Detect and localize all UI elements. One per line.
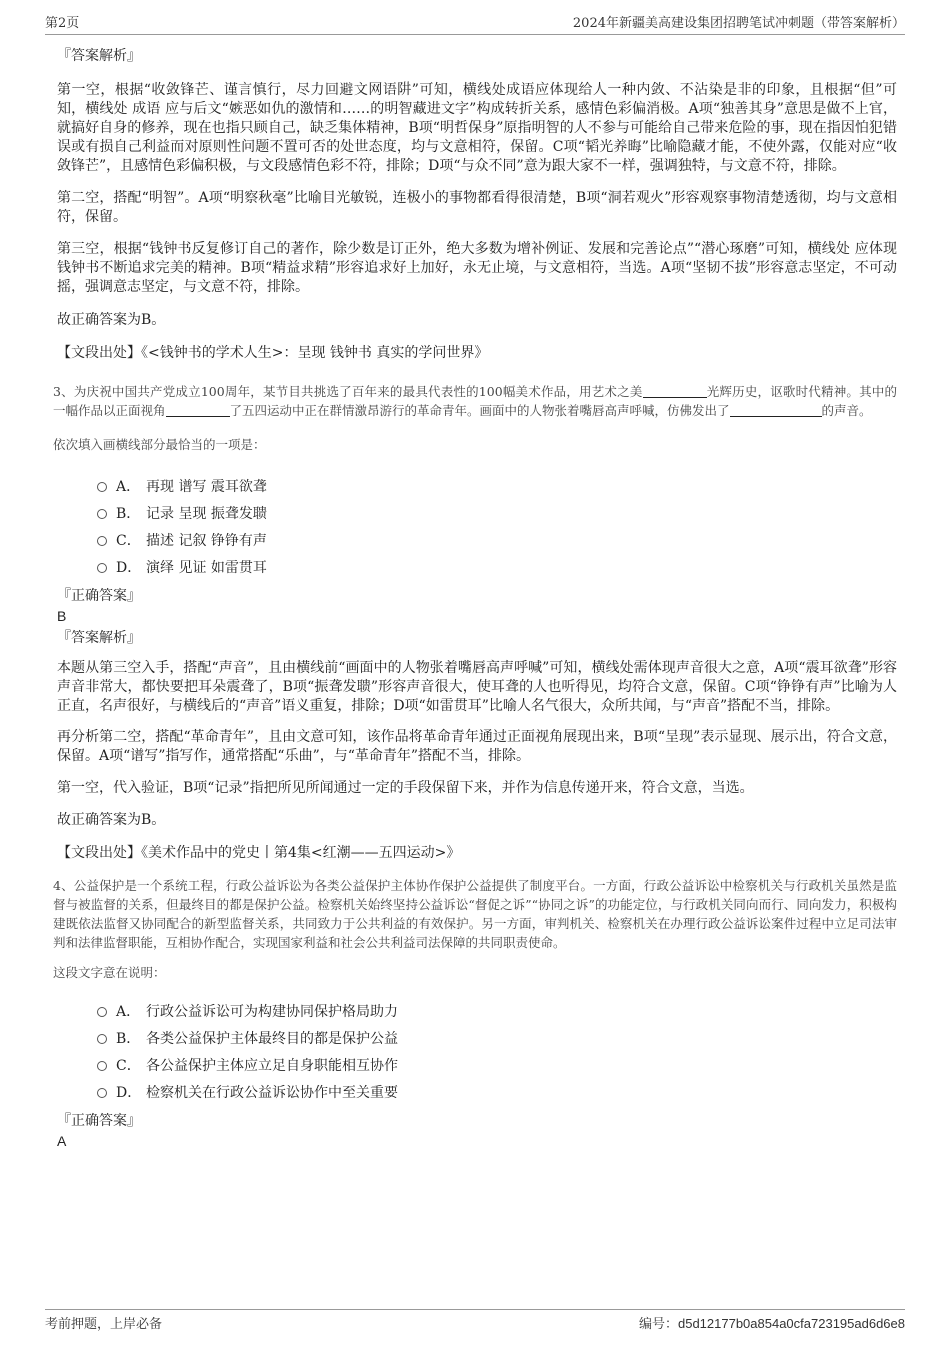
q3-analysis-paragraph-2: 再分析第二空，搭配“革命青年”，且由文意可知，该作品将革命青年通过正面视角展现出来，B项“呈现”表示显现、展示出，符合文意，保留。A项“谱写”指写作，通常搭配“乐曲”，与“革命青年”搭配不当，排除。 — [57, 729, 897, 764]
radio-icon[interactable] — [97, 1034, 107, 1044]
radio-icon[interactable] — [97, 509, 107, 519]
q3-options — [97, 473, 897, 581]
q3-option-d[interactable] — [97, 554, 897, 581]
q3-blank-2 — [166, 403, 230, 417]
footer-slogan: 考前押题，上岸必备 — [45, 1317, 163, 1332]
option-letter: A． — [116, 1003, 141, 1020]
radio-icon[interactable] — [97, 563, 107, 573]
q4-prompt: 这段文字意在说明： — [53, 965, 166, 980]
page-footer — [45, 1313, 905, 1333]
q4-option-d[interactable] — [97, 1079, 897, 1106]
q3-answer: B — [57, 608, 67, 624]
q3-source: 【文段出处】《美术作品中的党史丨第4集<红潮——五四运动>》 — [57, 845, 461, 861]
q3-option-c[interactable] — [97, 527, 897, 554]
option-text: 再现 谱写 震耳欲聋 — [146, 478, 267, 495]
option-letter: D． — [116, 559, 142, 576]
header-divider — [45, 34, 905, 35]
q3-analysis-paragraph-3: 第一空，代入验证，B项“记录”指把所见所闻通过一定的手段保留下来，并作为信息传递开来，符合文意，当选。 — [57, 780, 754, 796]
document-title: 2024年新疆美高建设集团招聘笔试冲刺题（带答案解析） — [572, 16, 905, 31]
q2-analysis-paragraph-2: 第二空，搭配“明智”。A项“明察秋毫”比喻目光敏锐，连极小的事物都看得很清楚，B项“洞若观火”形容观察事物清楚透彻，均与文意相符，保留。 — [57, 190, 897, 225]
q3-prompt: 依次填入画横线部分最恰当的一项是： — [53, 437, 266, 452]
q2-source: 【文段出处】《<钱钟书的学术人生>：呈现 钱钟书 真实的学问世界》 — [57, 345, 489, 361]
q4-stem: 4、公益保护是一个系统工程，行政公益诉讼为各类公益保护主体协作保护公益提供了制度平台。一方面，行政公益诉讼中检察机关与行政机关虽然是监督与被监督的关系，但最终目的都是保护公益。检察机关始终坚持公益诉讼“督促之诉”“协同之诉”的功能定位，与行政机关同向而行、同向发力，积极构建既依法监督又协同配合的新型监督关系，共同致力于公共利益的有效保护。另一方面，审判机关、检察机关在办理行政公益诉讼案件过程中立足司法审判和法律监督职能，互相协作配合，实现国家利益和社会公共利益司法保障的共同职责使命。 — [53, 878, 897, 950]
q4-option-c[interactable] — [97, 1052, 897, 1079]
q4-options — [97, 998, 897, 1106]
option-letter: B． — [116, 1030, 141, 1047]
page-header — [45, 12, 905, 34]
q2-conclusion: 故正确答案为B。 — [57, 312, 166, 328]
option-text: 描述 记叙 铮铮有声 — [146, 532, 267, 549]
radio-icon[interactable] — [97, 1007, 107, 1017]
option-letter: C． — [116, 532, 141, 549]
q3-analysis-paragraph-1: 本题从第三空入手，搭配“声音”，且由横线前“画面中的人物张着嘴唇高声呼喊”可知，横线处需体现声音很大之意，A项“震耳欲聋”形容声音非常大，都快要把耳朵震聋了，B项“振聋发聩”形容声音很大，使耳聋的人也听得见，均符合文意，保留。C项“铮铮有声”比喻为人正直，名声很好，与横线后的“声音”语义重复，排除；D项“如雷贯耳”比喻人名气很大，众所共闻，与“声音”搭配不当，排除。 — [57, 660, 897, 714]
q4-option-a[interactable] — [97, 998, 897, 1025]
radio-icon[interactable] — [97, 1088, 107, 1098]
option-text: 各类公益保护主体最终目的都是保护公益 — [146, 1030, 398, 1047]
q3-option-a[interactable] — [97, 473, 897, 500]
option-text: 记录 呈现 振聋发聩 — [146, 505, 267, 522]
q2-analysis-paragraph-1: 第一空，根据“收敛锋芒、谨言慎行，尽力回避文网语阱”可知，横线处成语应体现给人一种内敛、不沾染是非的印象，且根据“但”可知，横线处 成语 应与后文“嫉恶如仇的激情和……的明智藏进文字”构成转折关系，感情色彩偏消极。A项“独善其身”意思是做不上官，就搞好自身的修养，现在也指只顾自己，缺乏集体精神，B项“明哲保身”原指明智的人不参与可能给自己带来危险的事，现在指因怕犯错误或有损自己利益而对原则性问题不置可否的处世态度，均与文意相符，保留。C项“韬光养晦”比喻隐藏才能，不使外露，仅能对应“收敛锋芒”，且感情色彩偏积极，与文段感情色彩不符，排除；D项“与众不同”意为跟大家不一样，强调独特，与文意不符，排除。 — [57, 82, 897, 174]
q3-stem: 3、为庆祝中国共产党成立100周年，某节目共挑选了百年来的最具代表性的100幅美术作品，用艺术之美 光辉历史，讴歌时代精神。其中的一幅作品以正面视角 了五四运动中正在群情激昂游行的革命青年。画面中的人物张着嘴唇高声呼喊，仿佛发出了 的声音。 — [53, 384, 897, 418]
option-text: 行政公益诉讼可为构建协同保护格局助力 — [146, 1003, 398, 1020]
option-letter: B． — [116, 505, 141, 522]
q3-option-b[interactable] — [97, 500, 897, 527]
page-number: 第2页 — [45, 16, 80, 31]
q2-analysis-paragraph-3: 第三空，根据“钱钟书反复修订自己的著作，除少数是订正外，绝大多数为增补例证、发展和完善论点”“潜心琢磨”可知，横线处 应体现钱钟书不断追求完美的精神。B项“精益求精”形容追求好上加好，永无止境，与文意相符，当选。A项“坚韧不拔”形容意志坚定，不可动摇，强调意志坚定，与文意不符，排除。 — [57, 241, 897, 295]
option-letter: D． — [116, 1084, 142, 1101]
q4-answer: A — [57, 1133, 67, 1149]
q4-answer-heading: 『正确答案』 — [57, 1113, 141, 1129]
q2-analysis-heading: 『答案解析』 — [57, 48, 141, 64]
q3-answer-heading: 『正确答案』 — [57, 588, 141, 604]
code-label: 编号： — [638, 1317, 678, 1332]
document-code — [639, 1313, 905, 1332]
q3-conclusion: 故正确答案为B。 — [57, 812, 166, 828]
q3-analysis-heading: 『答案解析』 — [57, 630, 141, 646]
footer-divider — [45, 1309, 905, 1310]
radio-icon[interactable] — [97, 536, 107, 546]
radio-icon[interactable] — [97, 482, 107, 492]
q3-blank-1 — [643, 384, 707, 398]
page-content — [53, 47, 897, 1150]
radio-icon[interactable] — [97, 1061, 107, 1071]
option-text: 演绎 见证 如雷贯耳 — [146, 559, 267, 576]
q3-blank-3 — [730, 403, 822, 417]
option-letter: C． — [116, 1057, 141, 1074]
option-letter: A． — [116, 478, 141, 495]
option-text: 检察机关在行政公益诉讼协作中至关重要 — [146, 1084, 398, 1101]
code-value: d5d12177b0a854a0cfa723195ad6d6e8 — [677, 1316, 905, 1331]
option-text: 各公益保护主体应立足自身职能相互协作 — [146, 1057, 398, 1074]
q4-option-b[interactable] — [97, 1025, 897, 1052]
